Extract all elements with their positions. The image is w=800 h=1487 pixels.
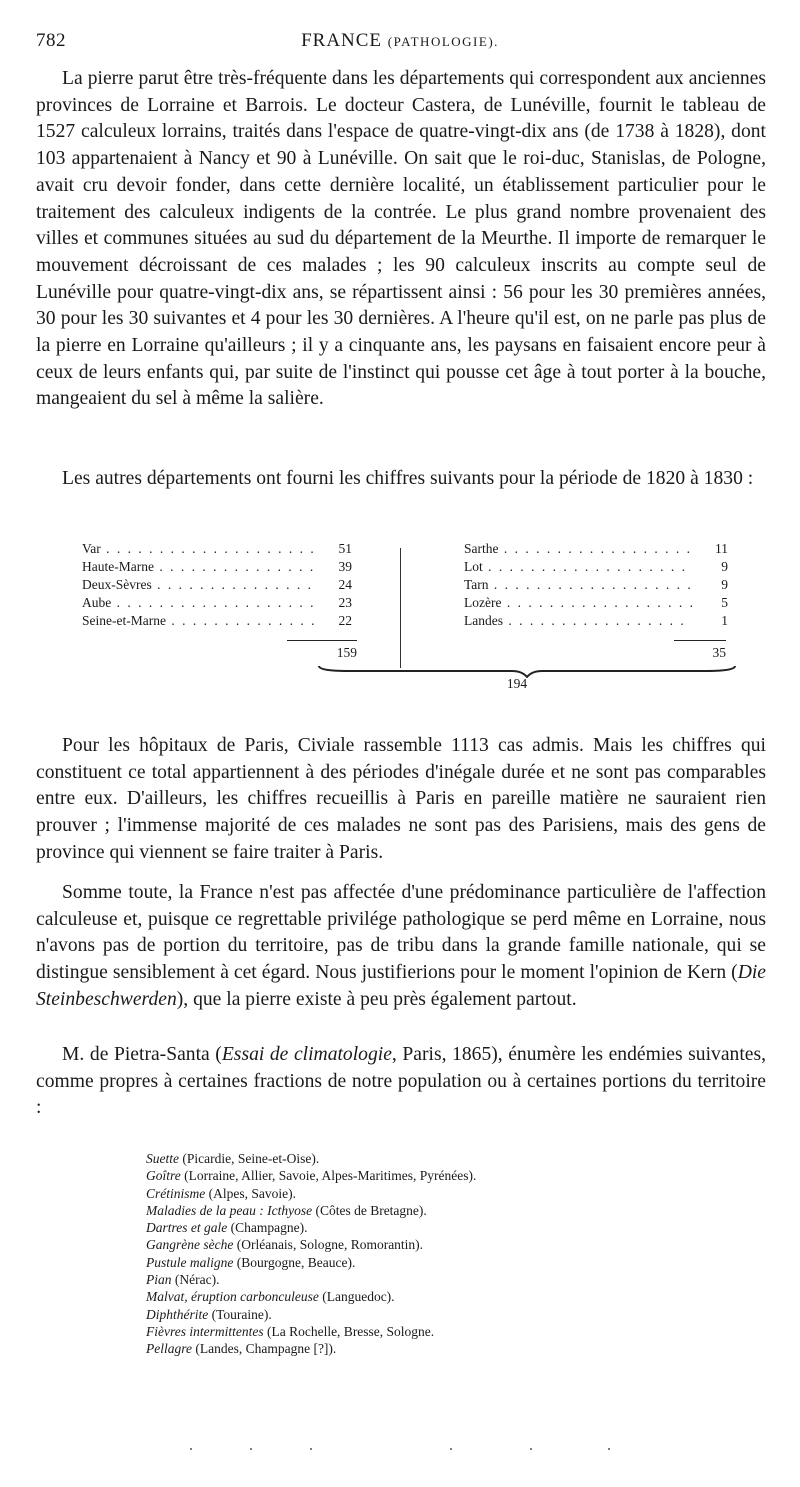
column-divider [400,548,401,668]
disease-name: Pellagre [146,1341,192,1357]
running-header [36,30,764,56]
running-title [36,30,764,52]
department-name: Sarthe . . . [464,540,692,558]
table-row [82,558,352,576]
disease-name: Pian [146,1272,172,1288]
disease-places: (Côtes de Bretagne). [312,1202,427,1218]
department-count: 5 [698,594,728,612]
disease-places: (Alpes, Savoie). [205,1185,296,1201]
disease-name: Dartres et gale [146,1220,228,1236]
department-count: 51 [322,540,352,558]
paragraph-lorraine [36,66,766,413]
running-title-main: FRANCE [301,30,383,51]
disease-name: Malvat, éruption carbonculeuse [146,1289,319,1305]
endemic-item [146,1254,706,1271]
disease-places: (Languedoc). [318,1289,395,1305]
endemic-item [146,1150,706,1167]
table-row [82,612,352,630]
endemic-item [146,1185,706,1202]
endemic-item [146,1340,706,1357]
table-row [82,576,352,594]
department-count: 11 [698,540,728,558]
table-row [464,594,728,612]
table-row [82,540,352,558]
table-row [464,576,728,594]
department-name: Haute-Marne . . . [82,558,316,576]
table-left-column [82,540,352,630]
disease-name: Pustule maligne [146,1254,234,1270]
department-name: Deux-Sèvres . . . [82,576,316,594]
disease-places: (Champagne). [227,1220,308,1236]
disease-name: Fièvres intermittentes [146,1323,264,1339]
right-subtotal: 35 [674,640,726,661]
paragraph-text [36,1042,766,1122]
department-count: 9 [698,576,728,594]
table-row [464,540,728,558]
running-title-sub: (PATHOLOGIE). [387,34,499,49]
department-count: 39 [322,558,352,576]
disease-name: Suette [146,1151,179,1166]
disease-name: Gangrène sèche [146,1237,234,1253]
disease-places: (Landes, Champagne [?]). [191,1341,337,1357]
table-row [82,594,352,612]
disease-name: Maladies de la peau : Icthyose [146,1202,313,1218]
department-count: 9 [698,558,728,576]
text-run: , Paris, 1865), énumère les endémies suivantes, comme propres à certaines fractions de notre population ou à certaines portions du territoire : [36,1044,767,1119]
paragraph-text: La pierre parut être très-fréquente dans les départements qui correspondent aux anciennes provinces de Lorraine et Barrois. Le docteur Castera, de Lunéville, fournit le tableau de 1527 calculeux lorrains, traités dans l'espace de quatre-vingt-dix ans (de 1738 à 1828), dont 103 appartenaient à Nancy et 90 à Lunéville. On sait que le roi-duc, Stanislas, de Pologne, avait cru devoir fonder, dans cette dernière localité, un établissement particulier pour le traitement des calculeux indigents de la contrée. Le plus grand nombre provenaient des villes et communes situées au sud du département de la Meurthe. Il importe de remarquer le mouvement décroissant de ces malades ; les 90 calculeux inscrits au compte seul de Lunéville pour quatre-vingt-dix ans, se répartissent ainsi : 56 pour les 30 premières années, 30 pour les 30 suivantes et 4 pour les 30 dernières. A l'heure qu'il est, on ne parle pas plus de la pierre en Lorraine qu'ailleurs ; il y a cinquante ans, les paysans en faisaient encore peur à ceux de leurs enfants qui, par suite de l'instinct qui pousse cet âge à tout porter à la bouche, mangeaient du sel à même la salière. [36,68,766,410]
department-name: Lozère . . . [464,594,692,612]
department-count: 24 [322,576,352,594]
paragraph-text: Les autres départements ont fourni les chiffres suivants pour la période de 1820 à 1830 : [62,468,754,489]
disease-places: (Lorraine, Allier, Savoie, Alpes-Maritimes, Pyrénées). [180,1168,477,1184]
paragraph-paris [36,733,766,867]
paragraph-text: Pour les hôpitaux de Paris, Civiale rassemble 1113 cas admis. Mais les chiffres qui constituent ce total appartiennent à des périodes d'inégale durée et ne sont pas comparables entre eux. D'ailleurs, les chiffres recueillis à Paris en pareille matière ne sauraient rien prouver ; l'immense majorité de ces malades ne sont pas des Parisiens, mais des gens de province qui viennent se faire traiter à Paris. [36,735,766,863]
department-name: Lot . . . [464,558,692,576]
endemic-item [146,1236,706,1253]
disease-places: (Touraine). [208,1306,272,1322]
endemics-list [146,1150,706,1358]
disease-name: Goître [146,1168,181,1184]
book-title-kern: Die Steinbeschwerden [36,962,766,1010]
text-run: ), que la pierre existe à peu près également partout. [176,988,577,1010]
paragraph-conclusion [36,880,766,1014]
department-count: 23 [322,594,352,612]
paragraph-text [36,880,766,1014]
paragraph-endemics-intro [36,1042,766,1122]
department-name: Landes . . . [464,612,692,630]
text-run: M. de Pietra-Santa ( [62,1044,222,1065]
department-name: Var . . . [82,540,316,558]
page-number: 782 [36,30,66,51]
disease-places: (Nérac). [171,1272,220,1288]
table-row [464,612,728,630]
departments-table [82,540,728,700]
endemic-item [146,1167,706,1184]
department-name: Aube . . . [82,594,316,612]
book-title-pietra-santa: Essai de climatologie [221,1044,392,1065]
department-name: Tarn . . . [464,576,692,594]
disease-places: (La Rochelle, Bresse, Sologne. [263,1323,435,1339]
table-row [464,558,728,576]
disease-places: (Bourgogne, Beauce). [233,1254,356,1270]
disease-name: Diphthérite [146,1306,209,1322]
department-count: 1 [698,612,728,630]
left-subtotal: 159 [287,640,357,661]
bottom-specks [190,1448,610,1452]
endemic-item [146,1219,706,1236]
department-name: Seine-et-Marne . . . [82,612,316,630]
endemic-item [146,1306,706,1323]
endemic-item [146,1271,706,1288]
endemic-item [146,1323,706,1340]
text-run: Somme toute, la France n'est pas affectée d'une prédominance particulière de l'affection calculeuse et, puisque ce regrettable privilége pathologique se perd même en Lorraine, nous n'avons pas de portion du territoire, pas de tribu dans la grande famille nationale, qui se distingue sensiblement à cet égard. Nous justifierions pour le moment l'opinion de Kern ( [36,882,766,984]
disease-places: (Orléanais, Sologne, Romorantin). [233,1237,424,1253]
disease-name: Crétinisme [146,1185,206,1201]
table-right-column [464,540,728,630]
department-count: 22 [322,612,352,630]
endemic-item [146,1288,706,1305]
disease-places: (Picardie, Seine-et-Oise). [179,1151,320,1166]
paragraph-table-intro [36,466,766,493]
grand-total: 194 [506,676,528,691]
endemic-item [146,1202,706,1219]
